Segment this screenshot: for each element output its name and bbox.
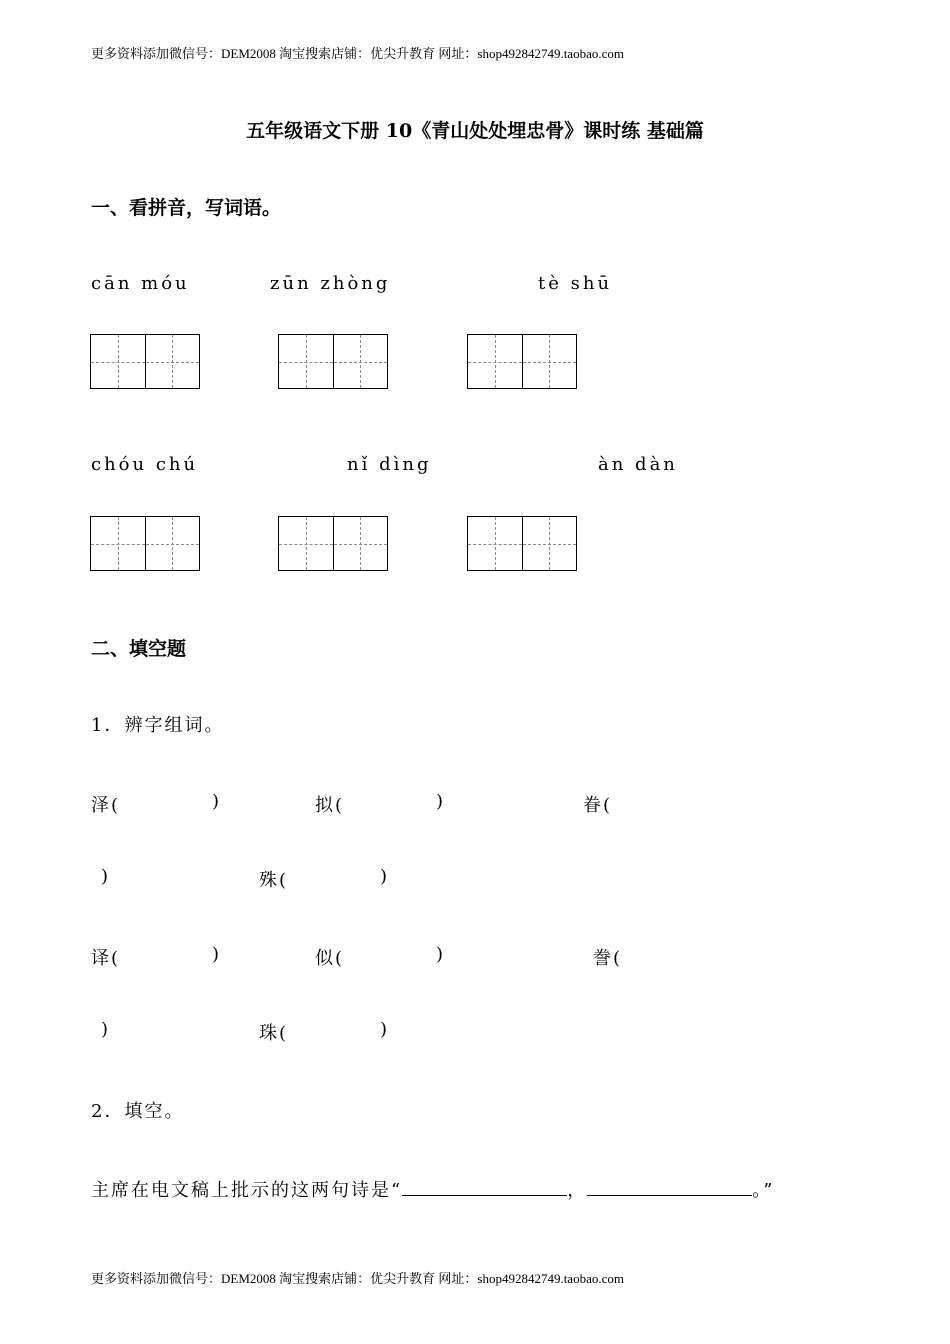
char-ze-open: 泽( xyxy=(91,795,121,816)
pinyin-4: chóu chú xyxy=(91,454,199,475)
pinyin-6: àn dàn xyxy=(598,454,678,475)
writing-grid-1[interactable] xyxy=(90,334,200,389)
char-si-open: 似( xyxy=(315,948,345,969)
char-ni-open: 拟( xyxy=(315,795,345,816)
q2-end: 。” xyxy=(752,1180,775,1201)
char-zhu-open: 珠( xyxy=(259,1023,289,1044)
writing-grid-6[interactable] xyxy=(467,516,577,571)
answer-blank-1[interactable] xyxy=(402,1177,567,1196)
q1-label: 1．辨字组词。 xyxy=(91,715,225,736)
section1-heading: 一、看拼音，写词语。 xyxy=(91,197,282,219)
pinyin-5: nǐ dìng xyxy=(347,454,432,475)
q2-comma: ， xyxy=(567,1180,588,1201)
char-teng-open: 誊( xyxy=(593,948,623,969)
char-shu-close: ) xyxy=(380,866,390,887)
writing-grid-4[interactable] xyxy=(90,516,200,571)
writing-grid-5[interactable] xyxy=(278,516,388,571)
page-title: 五年级语文下册 10《青山处处埋忠骨》课时练 基础篇 xyxy=(246,120,704,142)
char-ni-close: ) xyxy=(436,791,446,812)
answer-blank-2[interactable] xyxy=(587,1177,752,1196)
section2-heading: 二、填空题 xyxy=(91,638,187,660)
char-shu-open: 殊( xyxy=(259,870,289,891)
writing-grid-3[interactable] xyxy=(467,334,577,389)
char-teng-close: ) xyxy=(101,1019,111,1040)
char-yi-open: 译( xyxy=(91,948,121,969)
char-ze-close: ) xyxy=(212,791,222,812)
pinyin-3: tè shū xyxy=(538,273,613,294)
char-juan-open: 眷( xyxy=(583,795,613,816)
char-zhu-close: ) xyxy=(380,1019,390,1040)
footer-note: 更多资料添加微信号：DEM2008 淘宝搜索店铺：优尖升教育 网址：shop492842749.taobao.com xyxy=(91,1271,624,1286)
header-note: 更多资料添加微信号：DEM2008 淘宝搜索店铺：优尖升教育 网址：shop492842749.taobao.com xyxy=(91,46,624,61)
pinyin-1: cān móu xyxy=(91,273,190,294)
char-si-close: ) xyxy=(436,944,446,965)
q2-label: 2．填空。 xyxy=(91,1101,185,1122)
char-juan-close: ) xyxy=(101,866,111,887)
q2-sentence xyxy=(91,1176,774,1202)
char-yi-close: ) xyxy=(212,944,222,965)
pinyin-2: zūn zhòng xyxy=(270,273,391,294)
writing-grid-2[interactable] xyxy=(278,334,388,389)
q2-prompt: 主席在电文稿上批示的这两句诗是“ xyxy=(91,1180,403,1201)
